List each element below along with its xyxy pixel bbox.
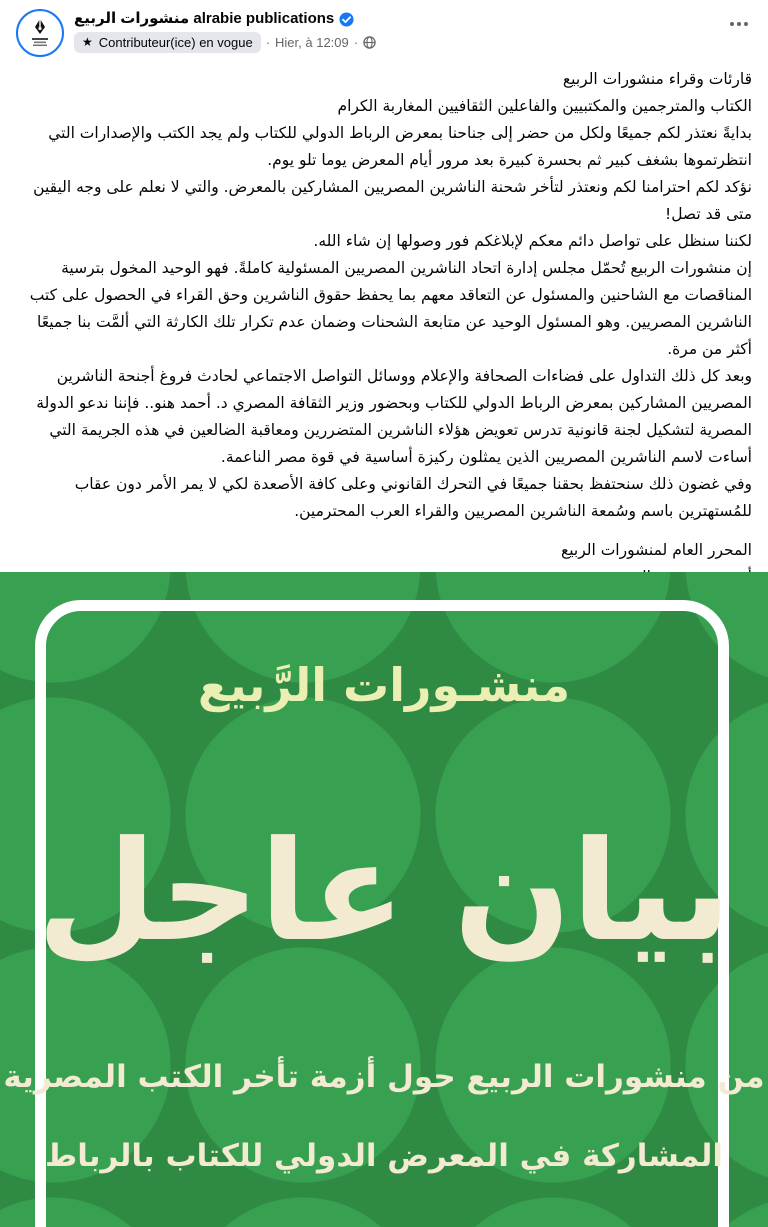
post-timestamp[interactable]: Hier, à 12:09	[275, 35, 349, 50]
post-paragraph: قارئات وقراء منشورات الربيع	[562, 70, 752, 88]
globe-privacy-icon	[363, 36, 376, 49]
dot-separator: ·	[265, 35, 271, 50]
post-paragraph: الكتاب والمترجمين والمكتبيين والفاعلين الثقافيين المغاربة الكرام	[337, 97, 752, 115]
page-name-row	[74, 9, 752, 29]
post-paragraph: بدايةً نعتذر لكم جميعًا ولكل من حضر إلى جناحنا بمعرض الرباط الدولي للكتاب ولم يجد الكتب والإصدارات التي انتظرتموها بشغف كبير ثم بحسرة كبيرة بعد مرور أيام المعرض يوما تلو يوم.	[48, 124, 752, 169]
page-name[interactable]: منشورات الربيع alrabie publications	[74, 10, 335, 27]
post-paragraph: وفي غضون ذلك سنحتفظ بحقنا جميعًا في التحرك القانوني وعلى كافة الأصعدة لكي لا يمر الأمر دون عقاب للمُستهترين باسم وسُمعة الناشرين المصريين والقراء العرب المحترمين.	[74, 475, 752, 520]
image-brand-title: منشـورات الرَّبيع	[197, 658, 571, 712]
verified-badge-icon	[339, 12, 354, 27]
post-paragraph: نؤكد لكم احترامنا لكم ونعتذر لتأخر شحنة الناشرين المصريين المشاركين بالمعرض. والتي لا نعلم على وجه اليقين متى قد تصل!	[33, 178, 752, 223]
post-paragraph: وبعد كل ذلك التداول على فضاءات الصحافة والإعلام ووسائل التواصل الاجتماعي لحادث فروغ أجنحة الناشرين المصريين المشاركين بمعرض الرباط الدولي للكتاب وبحضور وزير الثقافة المصري د. أحمد هنو.. فإننا ندعو الدولة المصرية لتشكيل لجنة قانونية تدرس تعويض هؤلاء الناشرين المتضررين ومعاقبة الضالعين في هذه الجريمة التي أساءت لاسم الناشرين المصريين الذين يمثلون ركيزة أساسية في قوة مصر الناعمة.	[36, 367, 752, 466]
page-avatar[interactable]	[16, 9, 64, 57]
header-text-column	[74, 9, 752, 53]
post-meta-row	[74, 32, 752, 53]
post-paragraph: لكننا سنظل على تواصل دائم معكم لإبلاغكم فور وصولها إن شاء الله.	[313, 232, 752, 250]
post-header	[0, 0, 768, 59]
dot-separator: ·	[353, 35, 359, 50]
publisher-pen-logo-icon	[21, 14, 59, 52]
image-subline-2: المشاركة في المعرض الدولي للكتاب بالرباط	[45, 1138, 723, 1174]
image-headline: بيان عاجل	[36, 811, 732, 972]
star-icon: ★	[82, 35, 93, 49]
more-options-icon[interactable]	[726, 14, 752, 34]
post-image[interactable]	[0, 572, 768, 1227]
post-paragraph: إن منشورات الربيع تُحمّل مجلس إدارة اتحاد الناشرين المصريين المسئولية كاملةً. فهو الوحيد المخول بترسية المناقصات مع الشاحنين والمسئول عن التعاقد معهم بما يحفظ حقوق الناشرين وحق القراء في الحصول على كتب الناشرين المصريين. وهو المسئول الوحيد عن متابعة الشحنات وضمان عدم تكرار تلك الكارثة التي ألمَّت بنا جميعًا أكثر من مرة.	[29, 259, 752, 358]
badge-label: Contributeur(ice) en vogue	[98, 35, 253, 50]
image-subline-1: من منشورات الربيع حول أزمة تأخر الكتب المصرية	[3, 1059, 765, 1095]
signature-line: المحرر العام لمنشورات الربيع	[560, 541, 752, 559]
top-contributor-badge	[74, 32, 261, 53]
